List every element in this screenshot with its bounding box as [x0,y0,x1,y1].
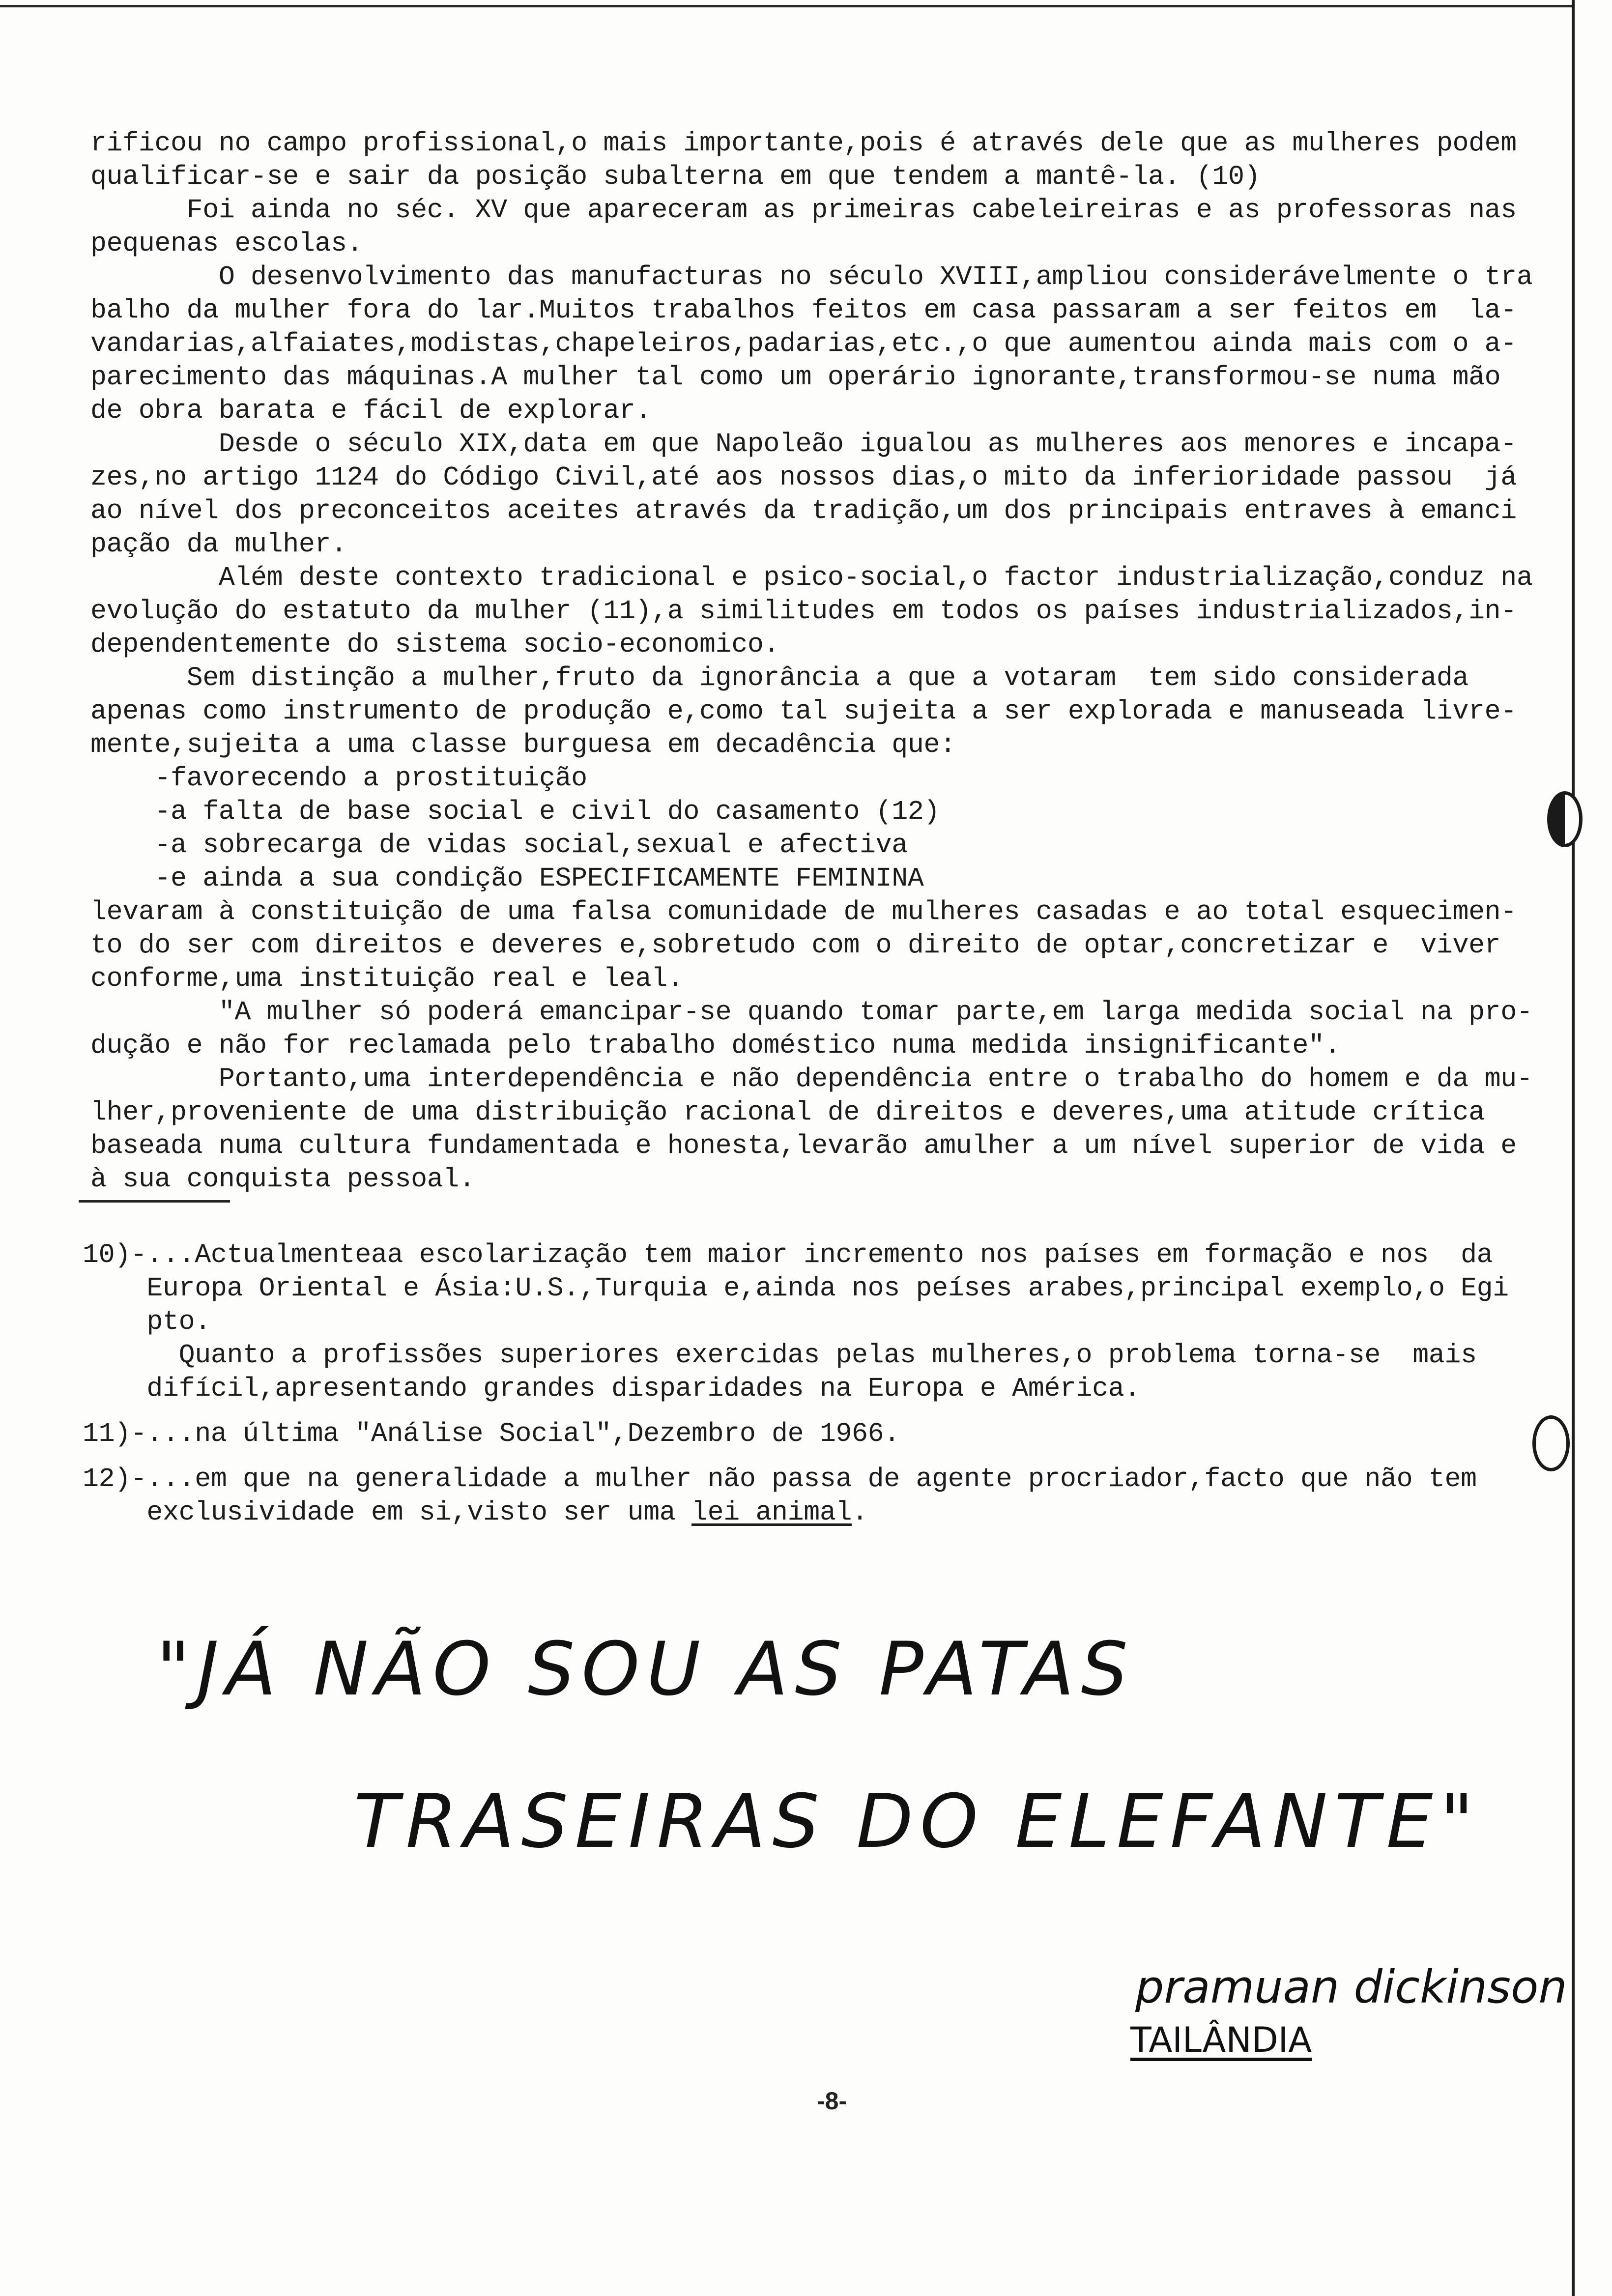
footnote-12-line: 12)-...em que na generalidade a mulher não passa de agente procriador,facto que não tem [83,1464,1477,1494]
text-line: de obra barata e fácil de explorar. [90,395,652,426]
quote-line: "A mulher só poderá emancipar-se quando tomar parte,em larga medida social na pro- [90,997,1533,1028]
text-line: Além deste contexto tradicional e psico-social,o factor industrialização,conduz na [90,562,1533,593]
text-line: apenas como instrumento de produção e,como tal sujeita a ser explorada e manuseada livre- [90,696,1517,727]
text-line: baseada numa cultura fundamentada e honesta,levarão amulher a um nível superior de vida e [90,1130,1517,1161]
text-line: levaram à constituição de uma falsa comunidade de mulheres casadas e ao total esquecimen- [90,896,1517,927]
footnote-separator [79,1200,230,1203]
text-line: Portanto,uma interdependência e não dependência entre o trabalho do homem e da mu- [90,1063,1533,1094]
text-line: conforme,uma instituição real e leal. [90,963,684,994]
footnote-12-text: exclusividade em si,visto ser uma [83,1497,692,1528]
text-line: rificou no campo profissional,o mais importante,pois é através dele que as mulheres podem [90,128,1517,159]
text-line: evolução do estatuto da mulher (11),a similitudes em todos os países industrializados,in- [90,596,1517,627]
footnote-12-line [83,1496,1557,1529]
footnote-10-line: Quanto a profissões superiores exercidas pelas mulheres,o problema torna-se mais [83,1340,1477,1371]
footnote-10-line: pto. [83,1306,211,1337]
text-line: mente,sujeita a uma classe burguesa em decadência que: [90,729,956,760]
text-line: vandarias,alfaiates,modistas,chapeleiros,padarias,etc.,o que aumentou ainda mais com o a- [90,328,1517,359]
footnote-10-line: Europa Oriental e Ásia:U.S.,Turquia e,ainda nos peíses arabes,principal exemplo,o Egi [83,1273,1509,1304]
page-number: -8- [817,2087,847,2115]
footnote-12-emphasis: lei animal [691,1497,852,1528]
right-margin-line [1572,0,1575,2296]
text-line: pequenas escolas. [90,228,363,259]
text-line: balho da mulher fora do lar.Muitos trabalhos feitos em casa passaram a ser feitos em la- [90,295,1517,326]
text-line: parecimento das máquinas.A mulher tal como um operário ignorante,transformou-se numa mão [90,362,1501,393]
text-line: Desde o século XIX,data em que Napoleão igualou as mulheres aos menores e incapa- [90,429,1517,459]
footnote-11: 11)-...na última "Análise Social",Dezembro de 1966. [83,1418,900,1449]
list-item: -favorecendo a prostituição [90,763,587,794]
text-line: Foi ainda no séc. XV que apareceram as primeiras cabeleireiras e as professoras nas [90,195,1517,226]
list-item: -e ainda a sua condição ESPECIFICAMENTE FEMININA [90,863,924,894]
text-line: lher,proveniente de uma distribuição racional de direitos e deveres,uma atitude crítica [90,1097,1485,1128]
footnote-12-period: . [852,1497,868,1528]
text-line: Sem distinção a mulher,fruto da ignorância a que a votaram tem sido considerada [90,662,1469,693]
text-line: ao nível dos preconceitos aceites através da tradição,um dos principais entraves à emanci [90,495,1517,526]
top-border-line [0,5,1573,7]
quote-line: dução e não for reclamada pelo trabalho doméstico numa medida insignificante". [90,1030,1341,1061]
text-line: O desenvolvimento das manufacturas no século XVIII,ampliou considerávelmente o tra [90,261,1533,292]
list-item: -a sobrecarga de vidas social,sexual e afectiva [90,830,908,861]
slogan-line-2: TRASEIRAS DO ELEFANTE" [354,1779,1481,1865]
author-country: TAILÂNDIA [1130,2020,1312,2060]
author-signature: pramuan dickinson [1135,1961,1567,2013]
footnote-10-line: difícil,apresentando grandes disparidades na Europa e América. [83,1373,1140,1404]
footnotes [83,1238,1557,1529]
text-line: à sua conquista pessoal. [90,1164,475,1195]
main-text [90,127,1555,1196]
text-line: dependentemente do sistema socio-economico. [90,629,780,660]
text-line: pação da mulher. [90,529,347,560]
text-line: to do ser com direitos e deveres e,sobretudo com o direito de optar,concretizar e viver [90,930,1501,961]
list-item: -a falta de base social e civil do casamento (12) [90,796,940,827]
text-line: qualificar-se e sair da posição subalterna em que tendem a mantê-la. (10) [90,161,1261,192]
slogan-line-1: "JÁ NÃO SOU AS PATAS [156,1627,1135,1712]
text-line: zes,no artigo 1124 do Código Civil,até aos nossos dias,o mito da inferioridade passou já [90,462,1517,493]
footnote-10-line: 10)-...Actualmenteaa escolarização tem maior incremento nos países em formação e nos da [83,1239,1493,1270]
